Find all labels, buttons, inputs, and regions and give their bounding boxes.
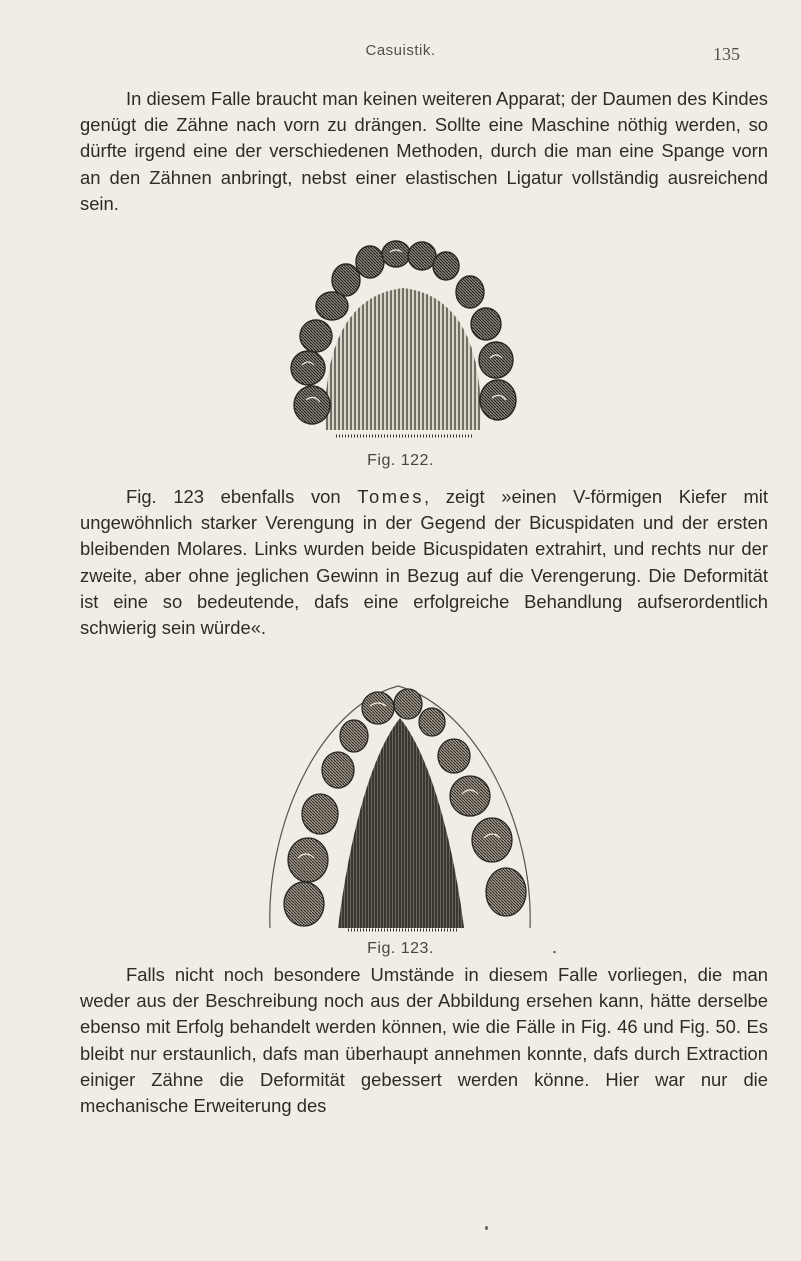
- running-head: Casuistik.: [365, 42, 436, 59]
- paragraph-2-author-name: Tomes: [357, 486, 424, 507]
- figure-122-jaw-illustration: [286, 240, 520, 440]
- figure-123-caption: Fig. 123.: [367, 940, 434, 957]
- paragraph-2: [80, 484, 768, 641]
- paragraph-2-start: Fig. 123 ebenfalls von: [126, 486, 358, 507]
- paragraph-3: [80, 962, 768, 1119]
- figure-122-caption: Fig. 122.: [367, 452, 434, 469]
- page-number: 135: [713, 44, 740, 64]
- paragraph-3-text: Falls nicht noch besondere Umstände in diesem Falle vorliegen, die man weder aus der Beschreibung noch aus der Abbildung ersehen kann, hätte derselbe ebenso mit Erfolg behandelt werden können, wie die Fälle in Fig. 46 und Fig. 50. Es bleibt nur erstaunlich, dafs man überhaupt annehmen konnte, dafs durch Extraction einiger Zähne die Deformität gebessert werden könne. Hier war nur die mechanische Erweiterung des: [80, 964, 768, 1117]
- paragraph-1-text: In diesem Falle braucht man keinen weiteren Apparat; der Daumen des Kindes genügt die Zähne nach vorn zu drängen. Sollte eine Maschine nöthig werden, so dürfte irgend eine der verschiedenen Methoden, durch die man eine Spange vorn an den Zähnen anbringt, nebst einer elastischen Ligatur vollständig ausreichend sein.: [80, 88, 768, 214]
- print-speck: [485, 1226, 488, 1230]
- figure-123-jaw-illustration: [258, 678, 542, 940]
- paragraph-1: [80, 86, 768, 217]
- print-speck: [553, 951, 556, 953]
- paragraph-2-rest: , zeigt »einen V-förmigen Kiefer mit ungewöhnlich starker Verengung in der Gegend der Bicuspidaten und der ersten bleibenden Molares. Links wurden beide Bicuspidaten extrahirt, und rechts nur der zweite, aber ohne jeglichen Gewinn in Bezug auf die Verengerung. Die Deformität ist eine so bedeutende, dafs eine erfolgreiche Behandlung aufserordentlich schwierig sein würde«.: [80, 486, 768, 639]
